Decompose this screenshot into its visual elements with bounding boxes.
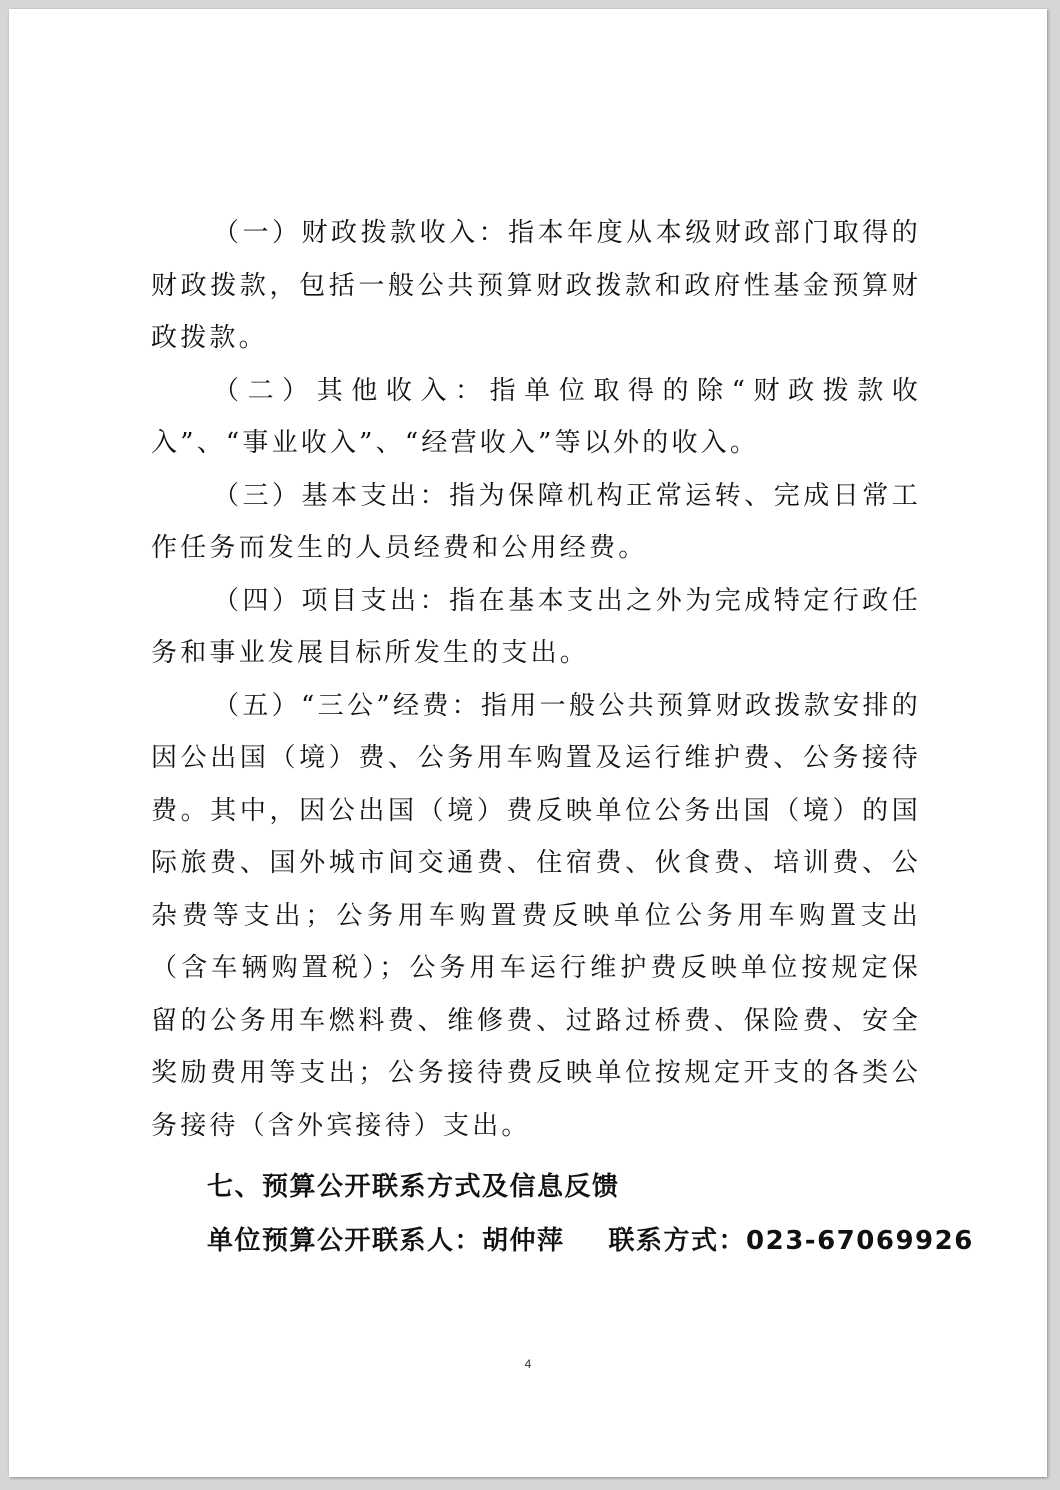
page-number: 4: [524, 1357, 532, 1371]
document-page: [9, 9, 1047, 1477]
paragraph-other-income: （二）其他收入：指单位取得的除“财政拨款收入”、“事业收入”、“经营收入”等以外的收入。: [151, 375, 921, 458]
paragraph-project-expenditure: （四）项目支出：指在基本支出之外为完成特定行政任务和事业发展目标所发生的支出。: [151, 585, 921, 668]
paragraph-three-public-expenses: （五）“三公”经费：指用一般公共预算财政拨款安排的因公出国（境）费、公务用车购置及运行维护费、公务接待费。其中，因公出国（境）费反映单位公务出国（境）的国际旅费、国外城市间交通费、住宿费、伙食费、培训费、公杂费等支出；公务用车购置费反映单位公务用车购置支出（含车辆购置税）；公务用车运行维护费反映单位按规定保留的公务用车燃料费、维修费、过路过桥费、保险费、安全奖励费用等支出；公务接待费反映单位按规定开支的各类公务接待（含外宾接待）支出。: [151, 690, 921, 1141]
section-heading: 七、预算公开联系方式及信息反馈: [207, 1172, 620, 1202]
paragraph-basic-expenditure: （三）基本支出：指为保障机构正常运转、完成日常工作任务而发生的人员经费和公用经费。: [151, 480, 921, 563]
contact-person: 单位预算公开联系人：胡仲萍: [207, 1226, 565, 1256]
contact-phone: 联系方式：023-67069926: [608, 1226, 974, 1256]
page-content: [151, 207, 974, 1258]
contact-line: [151, 1224, 974, 1258]
paragraph-fiscal-appropriation-income: （一）财政拨款收入：指本年度从本级财政部门取得的财政拨款，包括一般公共预算财政拨款和政府性基金预算财政拨款。: [151, 218, 921, 353]
